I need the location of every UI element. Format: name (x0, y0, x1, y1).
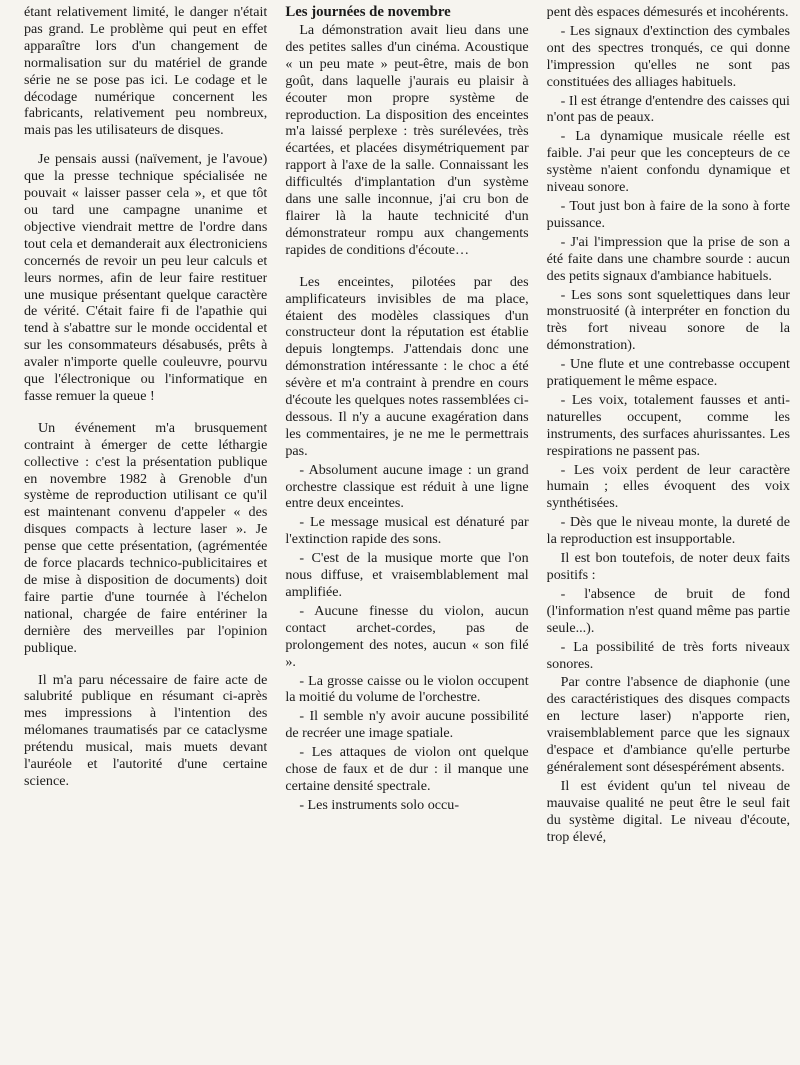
list-item: - Les signaux d'extinction des cymbales ont des spectres tronqués, ce qui donne l'impression qu'elles ne sont pas constituées des alliages habituels. (546, 22, 790, 90)
paragraph: Il m'a paru nécessaire de faire acte de salubrité publique en résumant ci-après mes impressions à l'intention des mélomanes traumatisés par ce cataclysme prétendu musical, mais muets devant l'auréole et l'autorité d'une certaine science. (24, 671, 268, 789)
paragraph: Par contre l'absence de diaphonie (une des caractéristiques des disques compacts en lecture laser) n'apporte rien, vraisemblablement parce que les signaux d'espace et d'ambiance qu'elle perturbe généralement sont désespérément absents. (546, 674, 790, 775)
column-1 (24, 4, 267, 1044)
list-item: - Une flute et une contrebasse occupent pratiquement le même espace. (546, 356, 790, 390)
paragraph: Il est évident qu'un tel niveau de mauvaise qualité ne peut être le seul fait du système digital. Le niveau d'écoute, trop élevé, (546, 777, 790, 845)
paragraph: Il est bon toutefois, de noter deux faits positifs : (546, 550, 790, 583)
list-item: - Les attaques de violon ont quelque chose de faux et de dur : il manque une certaine densité spectrale. (285, 744, 529, 794)
list-item: - l'absence de bruit de fond (l'information n'est quand même pas partie seule...). (546, 585, 790, 636)
list-item: - Tout just bon à faire de la sono à forte puissance. (546, 197, 790, 231)
article-columns (24, 4, 790, 1044)
list-item: - Les voix perdent de leur caractère humain ; elles évoquent des voix synthétisées. (546, 461, 790, 512)
list-item: - Il est étrange d'entendre des caisses qui n'ont pas de peaux. (546, 92, 790, 126)
list-item: - Dès que le niveau monte, la dureté de la reproduction est insupportable. (546, 514, 790, 548)
list-item: - La grosse caisse ou le violon occupent la moitié du volume de l'orchestre. (285, 672, 529, 706)
list-item: - La dynamique musicale réelle est faible. J'ai peur que les concepteurs de ce système n'aient confondu dynamique et niveau sonore. (546, 128, 790, 196)
list-item: - Absolument aucune image : un grand orchestre classique est réduit à une ligne entre deux enceintes. (285, 461, 529, 512)
paragraph: Un événement m'a brusquement contraint à émerger de cette léthargie collective : c'est la présentation publique en novembre 1982 à Grenoble d'un système de reproduction utilisant ce qu'il est maintenant convenu d'appeler « des disques compacts à lecture laser ». Je pense que cette présentation, (agrémentée de force placards technico-publicitaires et de mise à disposition de documents) doit faire partie d'une tournée à l'échelon national, chargée de faire entériner la dernière des merveilles par l'opinion publique. (24, 419, 268, 656)
list-item: - Les instruments solo occu- (299, 796, 460, 813)
column-3 (547, 4, 790, 1044)
list-item: - La possibilité de très forts niveaux sonores. (546, 638, 790, 672)
list-item: - Le message musical est dénaturé par l'extinction rapide des sons. (285, 514, 529, 548)
list-item: - J'ai l'impression que la prise de son a été faite dans une chambre sourde : aucun des petits signaux d'ambiance habituels. (546, 233, 790, 284)
list-item: - C'est de la musique morte que l'on nous diffuse, et vraisemblablement mal amplifiée. (285, 550, 529, 600)
list-item: - Aucune finesse du violon, aucun contact archet-cordes, pas de prolongement des notes, aucun « son filé ». (285, 602, 529, 670)
paragraph: Je pensais aussi (naïvement, je l'avoue) que la presse technique spécialisée ne pouvait « laisser passer cela », et que tôt ou tard une campagne unanime et objective viendrait mettre de l'ordre dans tout cela et demanderait aux électroniciens concernés de revoir un peu leur calculs et leurs normes, afin de leur faire restituer une musique présentant quelque caractère de vérité. C'était faire fi de l'apathie qui tend à s'abattre sur le monde occidental et sur les consommateurs désabusés, prêts à avaler n'importe quelle couleuvre, pourvu que l'électronique ou l'informatique en fasse remuer la queue ! (24, 151, 268, 404)
paragraph: La démonstration avait lieu dans une des petites salles d'un cinéma. Acoustique « un peu mate » peut-être, mais de bon goût, dans laquelle j'aurais eu plaisir à écouter mon propre système de reproduction. La disposition des enceintes m'a laissé perplexe : très surélevées, très écartées, et placées disymétriquement par rapport à l'axe de la salle. Connaissant les difficultés d'implantation d'un système dans une salle inconnue, j'ai cru bon de flairer là la haute technicité d'un démonstrateur rompu aux changements rapides de conditions d'écoute… (285, 22, 529, 258)
list-item: - Les sons sont squelettiques dans leur monstruosité (à interpréter en fonction du très fort niveau sonore de la démonstration). (546, 286, 790, 354)
section-heading: Les journées de novembre (285, 4, 451, 20)
column-2 (285, 4, 528, 1044)
list-item: - Les voix, totalement fausses et anti-naturelles occupent, comme les instruments, des surfaces ahurissantes. Les respirations ne passent pas. (546, 391, 790, 459)
paragraph: Les enceintes, pilotées par des amplificateurs invisibles de ma place, étaient des modèles classiques d'un constructeur dont la réputation est établie depuis longtemps. J'attendais donc une démonstration intéressante : le choc a été sévère et m'a contraint à prendre en cours d'écoute les quelques notes rassemblées ci-dessous. Il n'y a aucune exagération dans les commentaires, je ne me le permettrais pas. (285, 273, 529, 459)
list-item: pent dès espaces démesurés et incohérents. (546, 4, 789, 20)
paragraph: étant relativement limité, le danger n'était pas grand. Le problème qui peut en effet apparaître lors d'un changement de normalisation sur du matériel de grande série ne se pose pas ici. Le codage et le décodage numérique concernent les fabricants, relativement peu nombreux, mais pas les utilisateurs de disques. (24, 4, 268, 139)
list-item: - Il semble n'y avoir aucune possibilité de recréer une image spatiale. (285, 708, 529, 742)
